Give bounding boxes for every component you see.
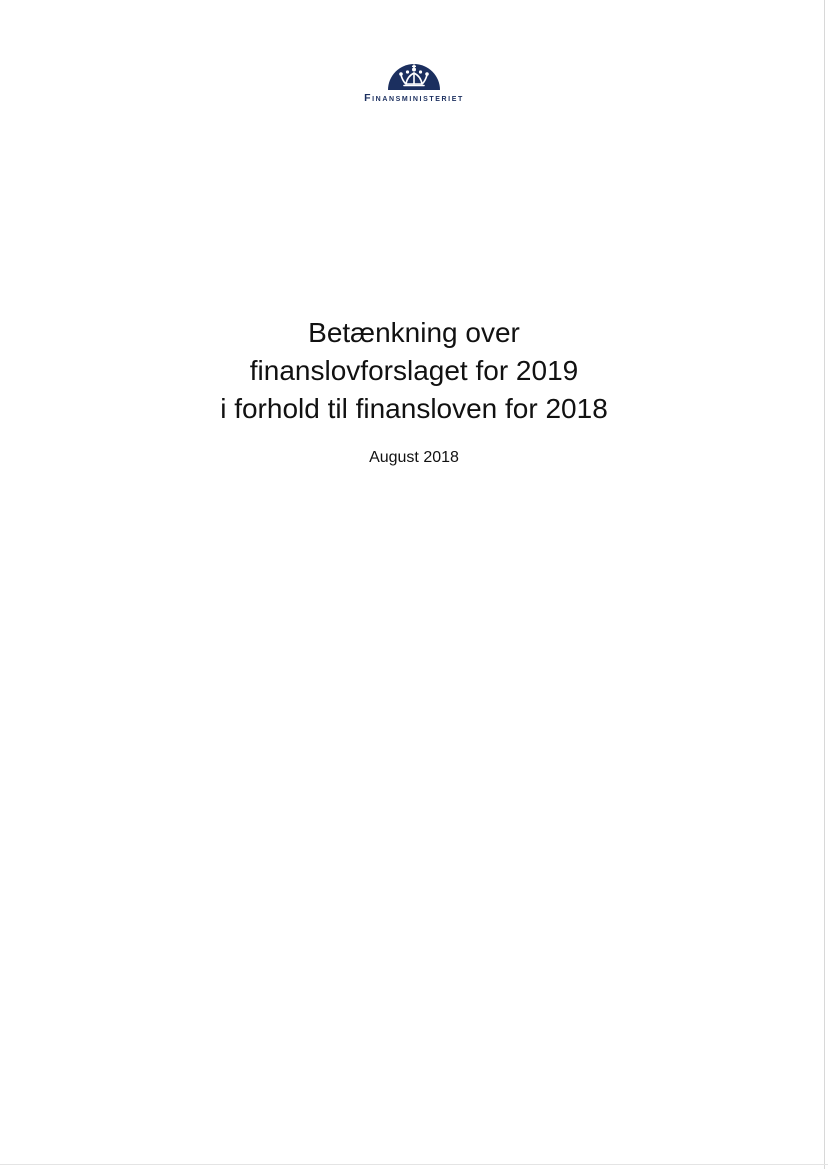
page-edge-right (824, 0, 825, 1169)
document-date: August 2018 (369, 449, 459, 466)
document-title (0, 314, 828, 428)
title-line-1: Betænkning over (308, 317, 520, 348)
crown-icon (386, 56, 442, 90)
title-line-2: finanslovforslaget for 2019 (249, 355, 579, 386)
title-line-3: i forhold til finansloven for 2018 (220, 393, 608, 424)
ministry-wordmark: Finansministeriet (364, 92, 464, 104)
ministry-logo (0, 56, 828, 104)
page-edge-bottom (0, 1164, 828, 1165)
